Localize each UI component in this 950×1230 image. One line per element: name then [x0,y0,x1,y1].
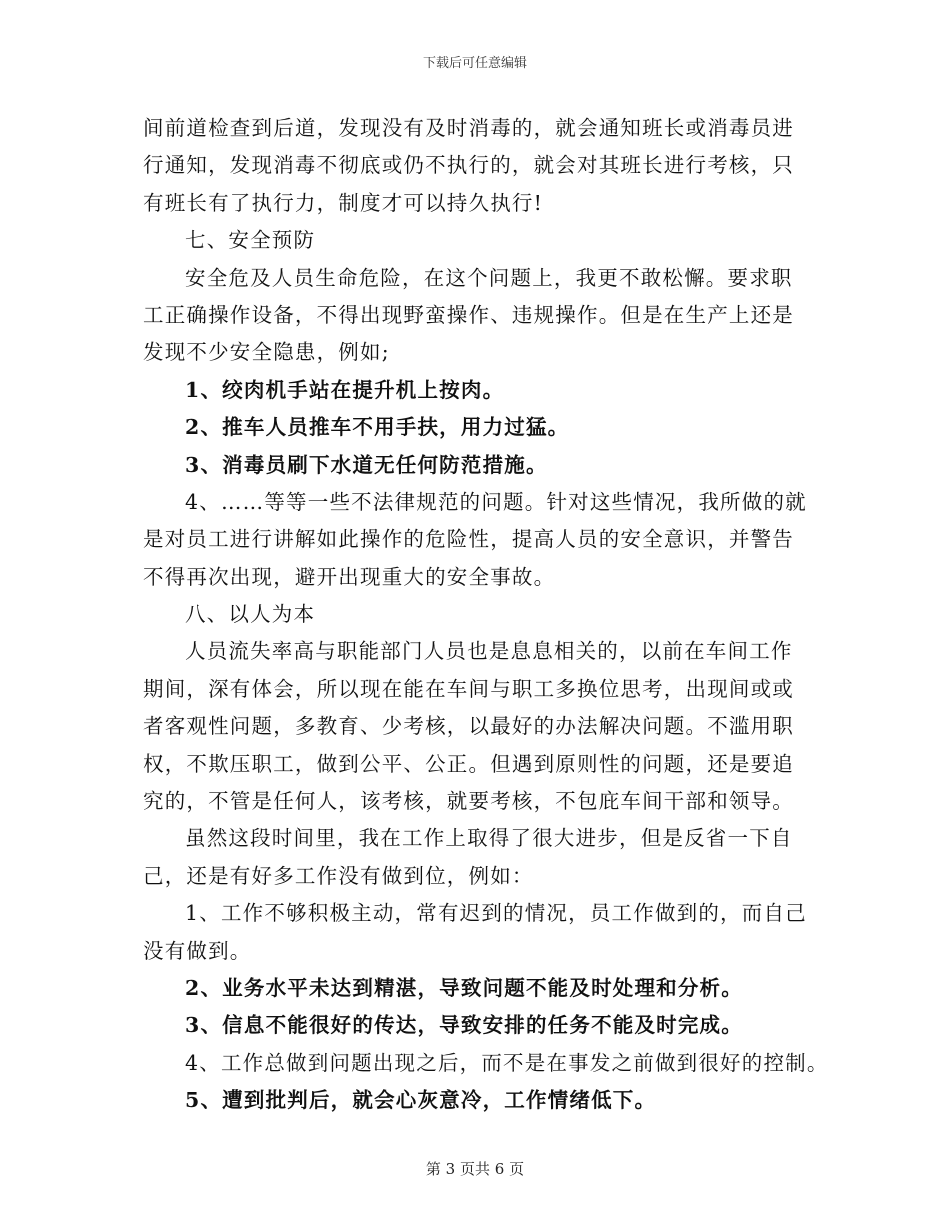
text-line: 有班长有了执行力，制度才可以持久执行! [143,190,544,215]
text-line: 是对员工进行讲解如此操作的危险性，提高人员的安全意识，并警告 [143,527,794,552]
text-line: 没有做到。 [143,938,252,963]
bold-list-line: 3、消毒员刷下水道无任何防范措施。 [185,452,548,477]
bold-list-line: 2、业务水平未达到精湛，导致问题不能及时处理和分析。 [185,975,743,1000]
text-line: 发现不少安全隐患，例如; [143,340,390,365]
text-line: 4、工作总做到问题出现之后，而不是在事发之前做到很好的控制。 [185,1050,829,1075]
document-body [143,110,829,1120]
text-line: 虽然这段时间里，我在工作上取得了很大进步，但是反省一下自 [185,826,793,851]
text-line: 不得再次出现，避开出现重大的安全事故。 [143,564,556,589]
text-line: 4、……等等一些不法律规范的问题。针对这些情况，我所做的就 [185,489,807,514]
bold-list-line: 1、绞肉机手站在提升机上按肉。 [185,377,505,402]
text-line: 究的，不管是任何人，该考核，就要考核，不包庇车间干部和领导。 [143,789,794,814]
text-line: 者客观性问题，多教育、少考核，以最好的办法解决问题。不滥用职 [143,714,794,739]
text-line: 权，不欺压职工，做到公平、公正。但遇到原则性的问题，还是要追 [143,751,794,776]
text-line: 人员流失率高与职能部门人员也是息息相关的，以前在车间工作 [185,639,793,664]
bold-list-line: 2、推车人员推车不用手扶，用力过猛。 [185,415,570,440]
text-line: 七、安全预防 [185,228,316,253]
page-footer: 第 3 页共 6 页 [425,1160,525,1178]
bold-list-line: 3、信息不能很好的传达，导致安排的任务不能及时完成。 [185,1013,743,1038]
text-line: 己，还是有好多工作没有做到位，例如： [143,863,534,888]
text-line: 八、以人为本 [185,602,316,627]
text-line: 期间，深有体会，所以现在能在车间与职工多换位思考，出现间或或 [143,676,794,701]
text-line: 工正确操作设备，不得出现野蛮操作、违规操作。但是在生产上还是 [143,302,794,327]
text-line: 1、工作不够积极主动，常有迟到的情况，员工作做到的，而自己 [185,901,807,926]
bold-list-line: 5、遭到批判后，就会心灰意冷，工作情绪低下。 [185,1088,657,1113]
page-header: 下载后可任意编辑 [422,56,527,71]
text-line: 行通知，发现消毒不彻底或仍不执行的，就会对其班长进行考核，只 [143,153,794,178]
text-line: 安全危及人员生命危险，在这个问题上，我更不敢松懈。要求职 [185,265,793,290]
text-line: 间前道检查到后道，发现没有及时消毒的，就会通知班长或消毒员进 [143,116,794,140]
